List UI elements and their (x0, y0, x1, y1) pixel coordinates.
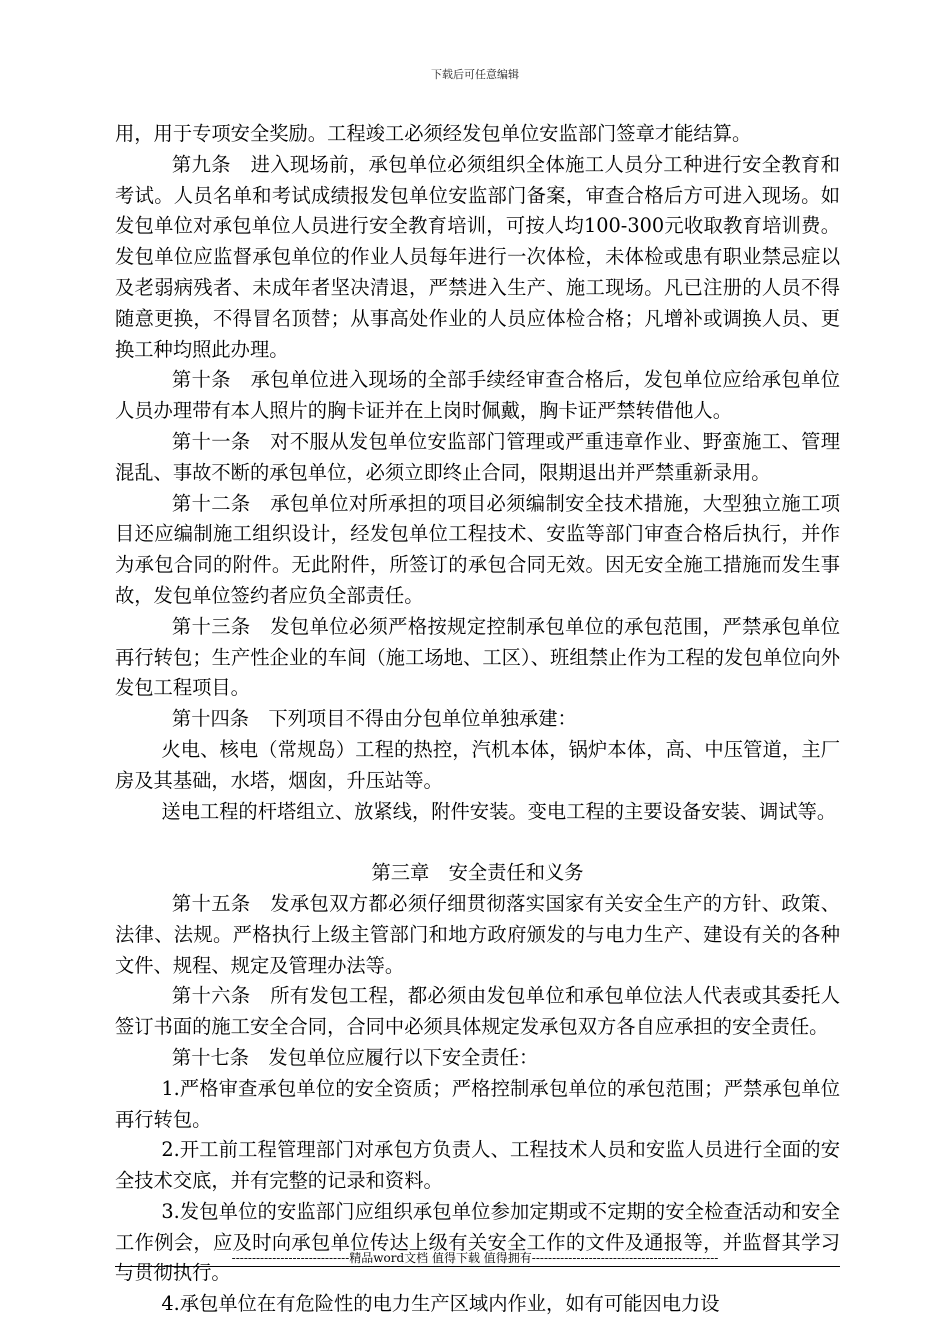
chapter-title: 第三章 安全责任和义务 (371, 861, 584, 885)
paragraph-article-10: 第十条 承包单位进入现场的全部手续经审查合格后，发包单位应给承包单位人员办理带有本人照片的胸卡证并在上岗时佩戴，胸卡证严禁转借他人。 (115, 368, 840, 423)
paragraph-article-13: 第十三条 发包单位必须严格按规定控制承包单位的承包范围，严禁承包单位再行转包；生产性企业的车间（施工场地、工区）、班组禁止作为工程的发包单位向外发包工程项目。 (115, 614, 840, 700)
paragraph-article-16: 第十六条 所有发包工程，都必须由发包单位和承包单位法人代表或其委托人签订书面的施工安全合同，合同中必须具体规定发承包双方各自应承担的安全责任。 (115, 984, 840, 1039)
paragraph-item: 送电工程的杆塔组立、放紧线，附件安装。变电工程的主要设备安装、调试等。 (161, 799, 837, 823)
paragraph-article-17: 第十七条 发包单位应履行以下安全责任： (171, 1045, 539, 1069)
footer-note: -----------------------------精品word文档 值得下载 值得拥有---------------------------------------------- (231, 1251, 719, 1265)
paragraph-item: 火电、核电（常规岛）工程的热控，汽机本体，锅炉本体，高、中压管道，主厂房及其基础，水塔，烟囱，升压站等。 (115, 737, 840, 792)
header-note: 下载后可任意编辑 (431, 68, 519, 81)
paragraph-item-3: 3.发包单位的安监部门应组织承包单位参加定期或不定期的安全检查活动和安全工作例会，应及时向承包单位传达上级有关安全工作的文件及通报等，并监督其学习与贯彻执行。 (115, 1199, 840, 1285)
paragraph-item-4: 4.承包单位在有危险性的电力生产区域内作业，如有可能因电力设 (161, 1292, 720, 1316)
paragraph-article-11: 第十一条 对不服从发包单位安监部门管理或严重违章作业、野蛮施工、管理混乱、事故不断的承包单位，必须立即终止合同，限期退出并严禁重新录用。 (115, 429, 840, 484)
paragraph: 用，用于专项安全奖励。工程竣工必须经发包单位安监部门签章才能结算。 (115, 122, 752, 145)
document-body (115, 119, 840, 1320)
footer-divider (115, 1266, 840, 1267)
paragraph-item-2: 2.开工前工程管理部门对承包方负责人、工程技术人员和安监人员进行全面的安全技术交底，并有完整的记录和资料。 (115, 1138, 840, 1193)
paragraph-article-12: 第十二条 承包单位对所承担的项目必须编制安全技术措施，大型独立施工项目还应编制施工组织设计，经发包单位工程技术、安监等部门审查合格后执行，并作为承包合同的附件。无此附件，所签订的承包合同无效。因无安全施工措施而发生事故，发包单位签约者应负全部责任。 (115, 491, 840, 607)
paragraph-article-9: 第九条 进入现场前，承包单位必须组织全体施工人员分工种进行安全教育和考试。人员名单和考试成绩报发包单位安监部门备案，审查合格后方可进入现场。如发包单位对承包单位人员进行安全教育培训，可按人均100-300元收取教育培训费。发包单位应监督承包单位的作业人员每年进行一次体检，未体检或患有职业禁忌症以及老弱病残者、未成年者坚决清退，严禁进入生产、施工现场。凡已注册的人员不得随意更换，不得冒名顶替；从事高处作业的人员应体检合格；凡增补或调换人员、更换工种均照此办理。 (115, 152, 840, 361)
paragraph-item-1: 1.严格审查承包单位的安全资质；严格控制承包单位的承包范围；严禁承包单位再行转包。 (115, 1076, 840, 1131)
paragraph-article-14: 第十四条 下列项目不得由分包单位单独承建： (171, 707, 577, 731)
section-gap (115, 827, 840, 858)
paragraph-article-15: 第十五条 发承包双方都必须仔细贯彻落实国家有关安全生产的方针、政策、法律、法规。严格执行上级主管部门和地方政府颁发的与电力生产、建设有关的各种文件、规程、规定及管理办法等。 (115, 891, 840, 977)
